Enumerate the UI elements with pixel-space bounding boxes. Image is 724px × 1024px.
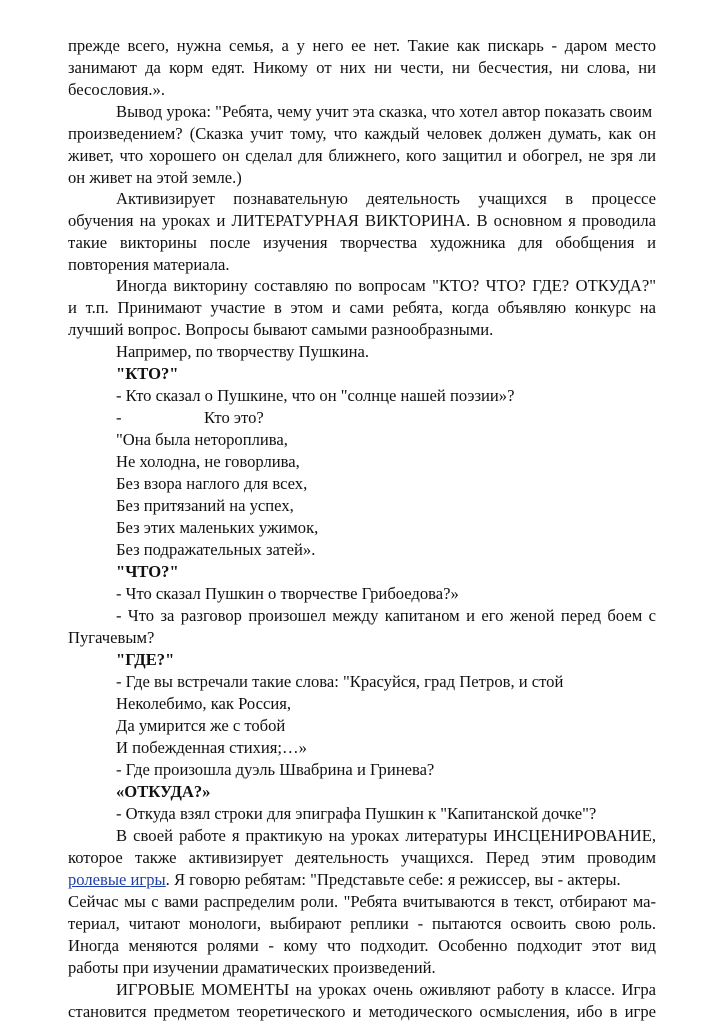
poem-line: И побежденная стихия;…» <box>116 738 307 757</box>
text-line: и т.п. Принимают участие в этом и сами ребята, когда объявляю конкурс на <box>68 298 656 317</box>
text-line: - Что сказал Пушкин о творчестве Грибоедова?» <box>116 584 459 603</box>
text-line: Пугачевым? <box>68 628 155 647</box>
text-line: Иногда меняются ролями - кому что подходит. Особенно подходит этот вид <box>68 936 656 955</box>
text-line: живет, что хорошего он сделал для ближнего, кого защитил и обогрел, не зря ли <box>68 146 656 165</box>
text-line: - <box>116 408 122 427</box>
text-line: лучший вопрос. Вопросы бывают самыми разнообразными. <box>68 320 494 339</box>
text-line: становится предметом теоретического и методического осмысления, ибо в игре <box>68 1002 656 1021</box>
text-line: Сейчас мы с вами распределим роли. "Ребята вчитываются в текст, отбирают ма- <box>68 892 656 911</box>
text-line: Активизирует познавательную деятельность учащихся в процессе <box>116 189 656 208</box>
poem-line: Без подражательных затей». <box>116 540 316 559</box>
text-line: - Где произошла дуэль Швабрина и Гринева? <box>116 760 435 779</box>
section-heading-kto: "КТО?" <box>116 364 179 383</box>
poem-line: Без этих маленьких ужимок, <box>116 518 319 537</box>
text-line: Кто это? <box>204 408 264 427</box>
text-line: Например, по творчеству Пушкина. <box>116 342 369 361</box>
text-span: . Я говорю ребятам: "Представьте себе: я режиссер, вы - актеры. <box>165 870 621 889</box>
text-line: занимают да корм едят. Никому от них ни чести, ни бесчестия, ни слова, ни <box>68 58 656 77</box>
role-games-link[interactable]: ролевые игры <box>68 870 166 889</box>
text-line: прежде всего, нужна семья, а у него ее нет. Такие как пискарь - даром место <box>68 36 656 55</box>
text-line: повторения материала. <box>68 255 230 274</box>
text-line: обучения на уроках и ЛИТЕРАТУРНАЯ ВИКТОРИНА. В основном я проводила <box>68 211 656 230</box>
text-line: - Где вы встречали такие слова: "Красуйся, град Петров, и стой <box>116 672 564 691</box>
text-line: ИГРОВЫЕ МОМЕНТЫ на уроках очень оживляют работу в классе. Игра <box>116 980 656 999</box>
text-line: он живет на этой земле.) <box>68 168 242 187</box>
section-heading-chto: "ЧТО?" <box>116 562 179 581</box>
poem-line: Без притязаний на успех, <box>116 496 294 515</box>
section-heading-otkuda: «ОТКУДА?» <box>116 782 211 801</box>
section-heading-gde: "ГДЕ?" <box>116 650 175 669</box>
poem-line: "Она была нетороплива, <box>116 430 288 449</box>
text-line: работы при изучении драматических произведений. <box>68 958 436 977</box>
text-line: такие викторины после изучения творчества художника для обобщения и <box>68 233 656 252</box>
text-line: Иногда викторину составляю по вопросам "КТО? ЧТО? ГДЕ? ОТКУДА?" <box>116 276 656 295</box>
poem-line: Да умирится же с тобой <box>116 716 286 735</box>
poem-line: Без взора наглого для всех, <box>116 474 308 493</box>
text-line: - Откуда взял строки для эпиграфа Пушкин к "Капитанской дочке"? <box>116 804 597 823</box>
text-line: бесословия.». <box>68 80 165 99</box>
text-line <box>68 870 621 889</box>
text-line: териал, читают монологи, выбирают реплики - пытаются освоить свою роль. <box>68 914 656 933</box>
text-line: В своей работе я практикую на уроках литературы ИНСЦЕНИРОВАНИЕ, <box>116 826 656 845</box>
text-line: произведением? (Сказка учит тому, что каждый человек должен думать, как он <box>68 124 656 143</box>
text-line: - Что за разговор произошел между капитаном и его женой перед боем с <box>116 606 656 625</box>
text-line: Вывод урока: "Ребята, чему учит эта сказка, что хотел автор показать своим <box>116 102 653 121</box>
text-line: - Кто сказал о Пушкине, что он "солнце нашей поэзии»? <box>116 386 515 405</box>
poem-line: Неколебимо, как Россия, <box>116 694 292 713</box>
text-line: которое также активизирует деятельность учащихся. Перед этим проводим <box>68 848 656 867</box>
poem-line: Не холодна, не говорлива, <box>116 452 300 471</box>
